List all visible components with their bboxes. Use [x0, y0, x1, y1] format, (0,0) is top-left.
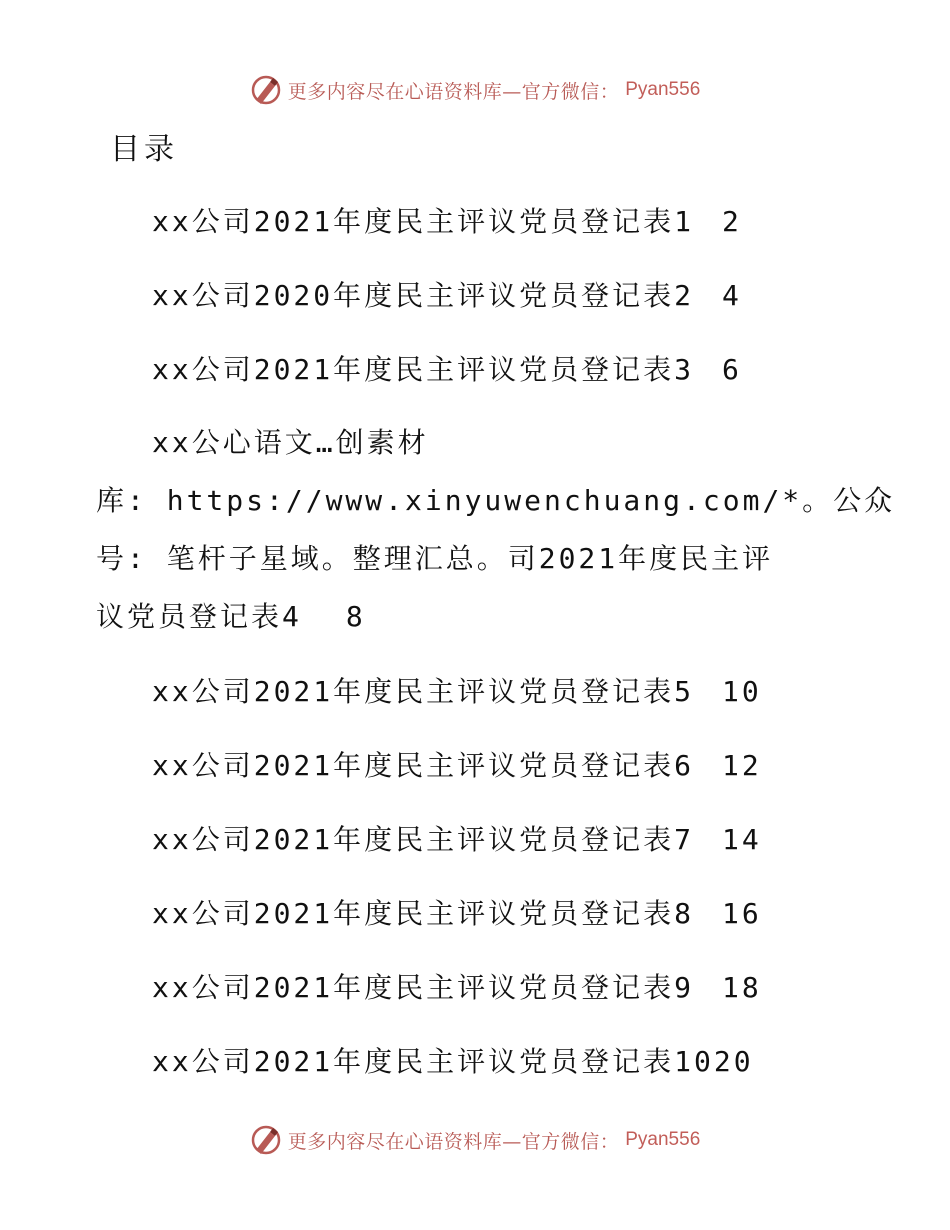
toc-entry [152, 966, 762, 1006]
toc-entry-page: 18 [722, 971, 762, 1004]
banner-text: 更多内容尽在心语资料库—官方微信： [287, 1130, 620, 1153]
toc-entry-page: 2 [722, 205, 742, 238]
toc-title: 目录 [110, 132, 178, 167]
toc-entry-page: 12 [722, 749, 762, 782]
header-banner [0, 70, 950, 110]
banner-wechat-id: Pyan556 [625, 1129, 701, 1150]
footer-banner [0, 1120, 950, 1160]
toc-entry [152, 670, 762, 710]
toc-entry [152, 744, 762, 784]
toc-entry-title: xx公司2021年度民主评议党员登记表6 [152, 749, 695, 782]
toc-entry [152, 892, 762, 932]
wrapped-entry-title: 议党员登记表4 [96, 600, 302, 633]
toc-entry-page: 4 [722, 279, 742, 312]
toc-entry-title: xx公司2021年度民主评议党员登记表10 [152, 1045, 714, 1078]
toc-entry-title: xx公司2021年度民主评议党员登记表8 [152, 897, 695, 930]
pen-logo-icon [250, 1124, 282, 1156]
toc-entry-title: xx公司2021年度民主评议党员登记表1 [152, 205, 695, 238]
toc-entry [152, 274, 742, 314]
wrapped-line-3: 号: 笔杆子星域。整理汇总。司2021年度民主评 [96, 542, 774, 575]
pen-logo-icon [250, 74, 282, 106]
toc-entry [152, 200, 742, 240]
toc-entry-title: xx公司2021年度民主评议党员登记表7 [152, 823, 695, 856]
toc-entry-title: xx公司2021年度民主评议党员登记表5 [152, 675, 695, 708]
toc-entry-title: xx公司2021年度民主评议党员登记表3 [152, 353, 695, 386]
toc-entry-page: 20 [713, 1045, 754, 1078]
toc-entry-page: 8 [345, 600, 366, 633]
banner-wechat-id: Pyan556 [625, 79, 701, 100]
wrapped-line-1: xx公心语文…创素材 [152, 426, 429, 459]
toc-entry-page: 6 [722, 353, 742, 386]
wrapped-line-4 [96, 588, 836, 646]
toc-entry-wrapped [96, 414, 896, 646]
toc-entry-page: 10 [722, 675, 762, 708]
toc-entry-title: xx公司2020年度民主评议党员登记表2 [152, 279, 695, 312]
toc-entry [152, 348, 742, 388]
toc-entry [152, 818, 762, 858]
toc-entry-title: xx公司2021年度民主评议党员登记表9 [152, 971, 695, 1004]
banner-text: 更多内容尽在心语资料库—官方微信： [287, 80, 620, 103]
toc-entry-page: 14 [722, 823, 762, 856]
wrapped-line-2: 库: https://www.xinyuwenchuang.com/*。公众 [96, 484, 896, 517]
toc-entry-page: 16 [722, 897, 762, 930]
toc-entry [152, 1040, 754, 1080]
